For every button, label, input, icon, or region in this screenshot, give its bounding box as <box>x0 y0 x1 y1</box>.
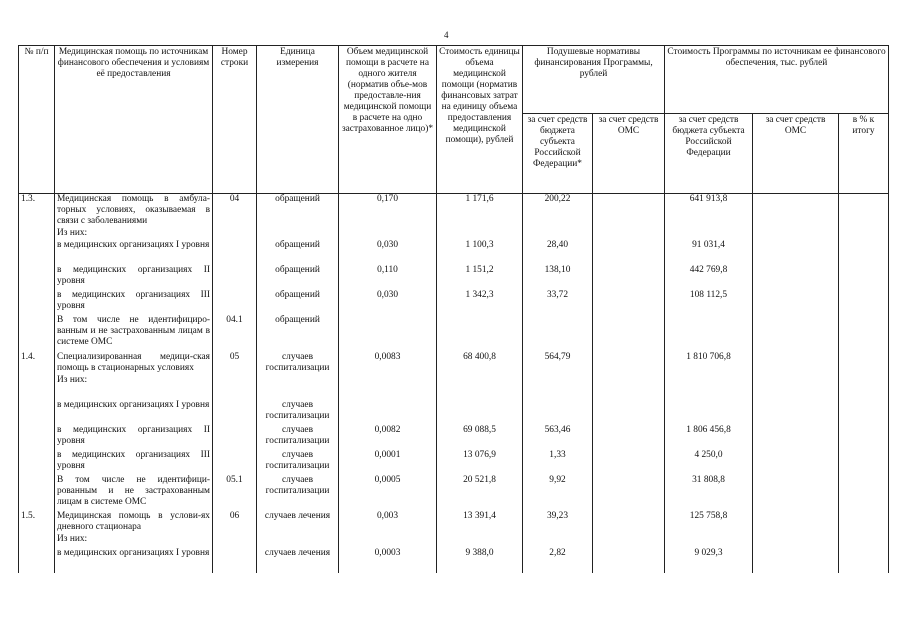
table-row <box>19 290 889 315</box>
row-subheading: Из них: <box>57 228 88 238</box>
header-cost: Стоимость единицы объема медицинской помощи (норматив финансовых затрат на единицу объема предоставления медицинской помощи), рублей <box>437 46 523 194</box>
row-cost: 9 388,0 <box>437 548 523 573</box>
table-row <box>19 511 889 548</box>
row-percapita-oms <box>593 290 665 315</box>
page-number: 4 <box>444 30 449 40</box>
row-total-budget: 641 913,8 <box>665 194 753 240</box>
row-percapita-budget: 564,79 <box>523 352 593 400</box>
row-total-budget: 91 031,4 <box>665 240 753 265</box>
row-cost: 69 088,5 <box>437 425 523 450</box>
row-volume: 0,0005 <box>339 475 437 511</box>
row-name <box>55 511 213 548</box>
row-total-budget: 108 112,5 <box>665 290 753 315</box>
row-percapita-budget: 1,33 <box>523 450 593 475</box>
row-name <box>55 315 213 352</box>
row-total-budget: 9 029,3 <box>665 548 753 573</box>
row-total-percent <box>839 548 889 573</box>
row-total-budget: 1 810 706,8 <box>665 352 753 400</box>
row-unit: случаев госпитализации <box>257 400 339 425</box>
row-name <box>55 548 213 573</box>
header-name: Медицинская помощь по источникам финансового обеспечения и условиям её предоставления <box>55 46 213 194</box>
table-row <box>19 194 889 240</box>
row-name-text: в медицинских организациях II уровня <box>57 264 210 286</box>
row-line-number: 06 <box>213 511 257 548</box>
row-total-budget <box>665 400 753 425</box>
row-unit: случаев госпитализации <box>257 450 339 475</box>
row-name-text: в медицинских организациях III уровня <box>57 449 210 471</box>
row-number <box>19 290 55 315</box>
header-percapita-oms: за счет средств ОМС <box>593 114 665 194</box>
row-name <box>55 352 213 400</box>
row-name-text: в медицинских организациях I уровня <box>57 399 210 410</box>
row-total-percent <box>839 450 889 475</box>
row-name <box>55 240 213 265</box>
row-cost: 13 076,9 <box>437 450 523 475</box>
row-total-percent <box>839 475 889 511</box>
row-percapita-oms <box>593 240 665 265</box>
row-total-oms <box>753 425 839 450</box>
row-percapita-budget: 2,82 <box>523 548 593 573</box>
row-total-oms <box>753 511 839 548</box>
row-number <box>19 240 55 265</box>
row-percapita-budget: 138,10 <box>523 265 593 290</box>
header-percapita-budget: за счет средств бюджета субъекта Российской Федерации* <box>523 114 593 194</box>
row-volume: 0,0003 <box>339 548 437 573</box>
header-unit: Единица измерения <box>257 46 339 194</box>
row-total-oms <box>753 475 839 511</box>
table-row <box>19 315 889 352</box>
row-unit: случаев лечения <box>257 511 339 548</box>
row-cost: 1 171,6 <box>437 194 523 240</box>
row-line-number: 04.1 <box>213 315 257 352</box>
row-number <box>19 450 55 475</box>
table-row <box>19 548 889 573</box>
row-name-text: в медицинских организациях I уровня <box>57 239 210 250</box>
row-percapita-budget <box>523 400 593 425</box>
row-total-percent <box>839 425 889 450</box>
row-total-oms <box>753 290 839 315</box>
row-percapita-oms <box>593 352 665 400</box>
row-subheading: Из них: <box>57 533 88 544</box>
row-total-oms <box>753 450 839 475</box>
header-total-budget: за счет средств бюджета субъекта Российской Федерации <box>665 114 753 194</box>
row-number <box>19 425 55 450</box>
row-cost <box>437 315 523 352</box>
row-total-oms <box>753 265 839 290</box>
row-total-percent <box>839 352 889 400</box>
row-number <box>19 475 55 511</box>
row-percapita-budget: 39,23 <box>523 511 593 548</box>
row-percapita-oms <box>593 548 665 573</box>
row-line-number <box>213 290 257 315</box>
row-volume: 0,030 <box>339 290 437 315</box>
table-row <box>19 425 889 450</box>
row-percapita-budget: 28,40 <box>523 240 593 265</box>
header-volume: Объем медицинской помощи в расчете на одного жителя (норматив объе-мов предоставле-ния медицинской помощи в расчете на одно застрахованное лицо)* <box>339 46 437 194</box>
row-percapita-budget: 563,46 <box>523 425 593 450</box>
row-name-text: В том числе не идентифици-рованным и не застрахованным лицам в системе ОМС <box>57 474 210 507</box>
row-volume: 0,030 <box>339 240 437 265</box>
row-line-number <box>213 265 257 290</box>
row-cost <box>437 400 523 425</box>
row-name-text: в медицинских организациях III уровня <box>57 289 210 311</box>
program-cost-table <box>18 45 889 573</box>
row-volume: 0,003 <box>339 511 437 548</box>
row-total-percent <box>839 400 889 425</box>
row-line-number <box>213 400 257 425</box>
header-percapita-group: Подушевые нормативы финансирования Программы, рублей <box>523 46 665 114</box>
row-name-text: В том числе не идентифициро-ванным и не застрахованным лицам в системе ОМС <box>57 314 210 347</box>
row-name-text: Медицинская помощь в услови-ях дневного стационара <box>57 510 210 532</box>
row-percapita-oms <box>593 425 665 450</box>
row-unit: обращений <box>257 240 339 265</box>
row-name <box>55 400 213 425</box>
row-cost: 1 151,2 <box>437 265 523 290</box>
row-unit: обращений <box>257 290 339 315</box>
row-name <box>55 425 213 450</box>
row-name-text: в медицинских организациях I уровня <box>57 547 210 558</box>
row-line-number <box>213 548 257 573</box>
row-percapita-oms <box>593 265 665 290</box>
row-total-budget <box>665 315 753 352</box>
row-line-number: 04 <box>213 194 257 240</box>
row-unit: случаев лечения <box>257 548 339 573</box>
row-line-number <box>213 450 257 475</box>
row-unit: обращений <box>257 315 339 352</box>
row-number <box>19 400 55 425</box>
row-total-oms <box>753 240 839 265</box>
header-num: № п/п <box>19 46 55 194</box>
row-total-oms <box>753 548 839 573</box>
row-total-percent <box>839 265 889 290</box>
row-line-number: 05 <box>213 352 257 400</box>
row-unit: случаев госпитализации <box>257 425 339 450</box>
row-unit: случаев госпитализации <box>257 352 339 400</box>
row-volume: 0,110 <box>339 265 437 290</box>
row-volume <box>339 400 437 425</box>
row-unit: обращений <box>257 194 339 240</box>
row-percapita-oms <box>593 511 665 548</box>
header-line: Номер строки <box>213 46 257 194</box>
table-row <box>19 240 889 265</box>
header-total-oms: за счет средств ОМС <box>753 114 839 194</box>
table-row <box>19 352 889 400</box>
row-total-oms <box>753 194 839 240</box>
row-line-number <box>213 240 257 265</box>
row-volume: 0,0082 <box>339 425 437 450</box>
row-percapita-budget: 33,72 <box>523 290 593 315</box>
row-name-text: Специализированная медици-ская помощь в стационарных условиях <box>57 351 210 373</box>
row-total-oms <box>753 352 839 400</box>
row-percapita-oms <box>593 475 665 511</box>
table-row <box>19 265 889 290</box>
row-number: 1.3. <box>19 194 55 240</box>
row-number <box>19 265 55 290</box>
row-line-number <box>213 425 257 450</box>
row-name-text: Медицинская помощь в амбула-торных условиях, оказываемая в связи с заболеваниями <box>57 194 210 226</box>
row-name <box>55 450 213 475</box>
row-total-percent <box>839 315 889 352</box>
row-name <box>55 475 213 511</box>
row-percapita-oms <box>593 315 665 352</box>
row-cost: 20 521,8 <box>437 475 523 511</box>
row-total-oms <box>753 315 839 352</box>
row-volume <box>339 315 437 352</box>
row-total-percent <box>839 511 889 548</box>
row-volume: 0,0083 <box>339 352 437 400</box>
row-cost: 13 391,4 <box>437 511 523 548</box>
row-volume: 0,0001 <box>339 450 437 475</box>
row-total-budget: 31 808,8 <box>665 475 753 511</box>
row-total-percent <box>839 194 889 240</box>
row-number <box>19 548 55 573</box>
table-row <box>19 475 889 511</box>
row-total-budget: 4 250,0 <box>665 450 753 475</box>
header-total-percent: в % к итогу <box>839 114 889 194</box>
row-number: 1.5. <box>19 511 55 548</box>
row-unit: обращений <box>257 265 339 290</box>
row-total-budget: 442 769,8 <box>665 265 753 290</box>
row-subheading: Из них: <box>57 374 88 385</box>
row-number: 1.4. <box>19 352 55 400</box>
row-percapita-budget: 9,92 <box>523 475 593 511</box>
row-percapita-oms <box>593 450 665 475</box>
row-percapita-budget <box>523 315 593 352</box>
row-percapita-oms <box>593 400 665 425</box>
row-percapita-oms <box>593 194 665 240</box>
row-total-budget: 1 806 456,8 <box>665 425 753 450</box>
row-cost: 1 342,3 <box>437 290 523 315</box>
row-total-budget: 125 758,8 <box>665 511 753 548</box>
header-total-group: Стоимость Программы по источникам ее финансового обеспечения, тыс. рублей <box>665 46 889 114</box>
row-total-percent <box>839 290 889 315</box>
row-cost: 1 100,3 <box>437 240 523 265</box>
row-percapita-budget: 200,22 <box>523 194 593 240</box>
row-cost: 68 400,8 <box>437 352 523 400</box>
row-name-text: в медицинских организациях II уровня <box>57 424 210 446</box>
row-total-percent <box>839 240 889 265</box>
row-line-number: 05.1 <box>213 475 257 511</box>
row-volume: 0,170 <box>339 194 437 240</box>
row-number <box>19 315 55 352</box>
row-name <box>55 265 213 290</box>
row-unit: случаев госпитализации <box>257 475 339 511</box>
table-row <box>19 450 889 475</box>
row-total-oms <box>753 400 839 425</box>
table-row <box>19 400 889 425</box>
row-name <box>55 194 213 240</box>
row-name <box>55 290 213 315</box>
